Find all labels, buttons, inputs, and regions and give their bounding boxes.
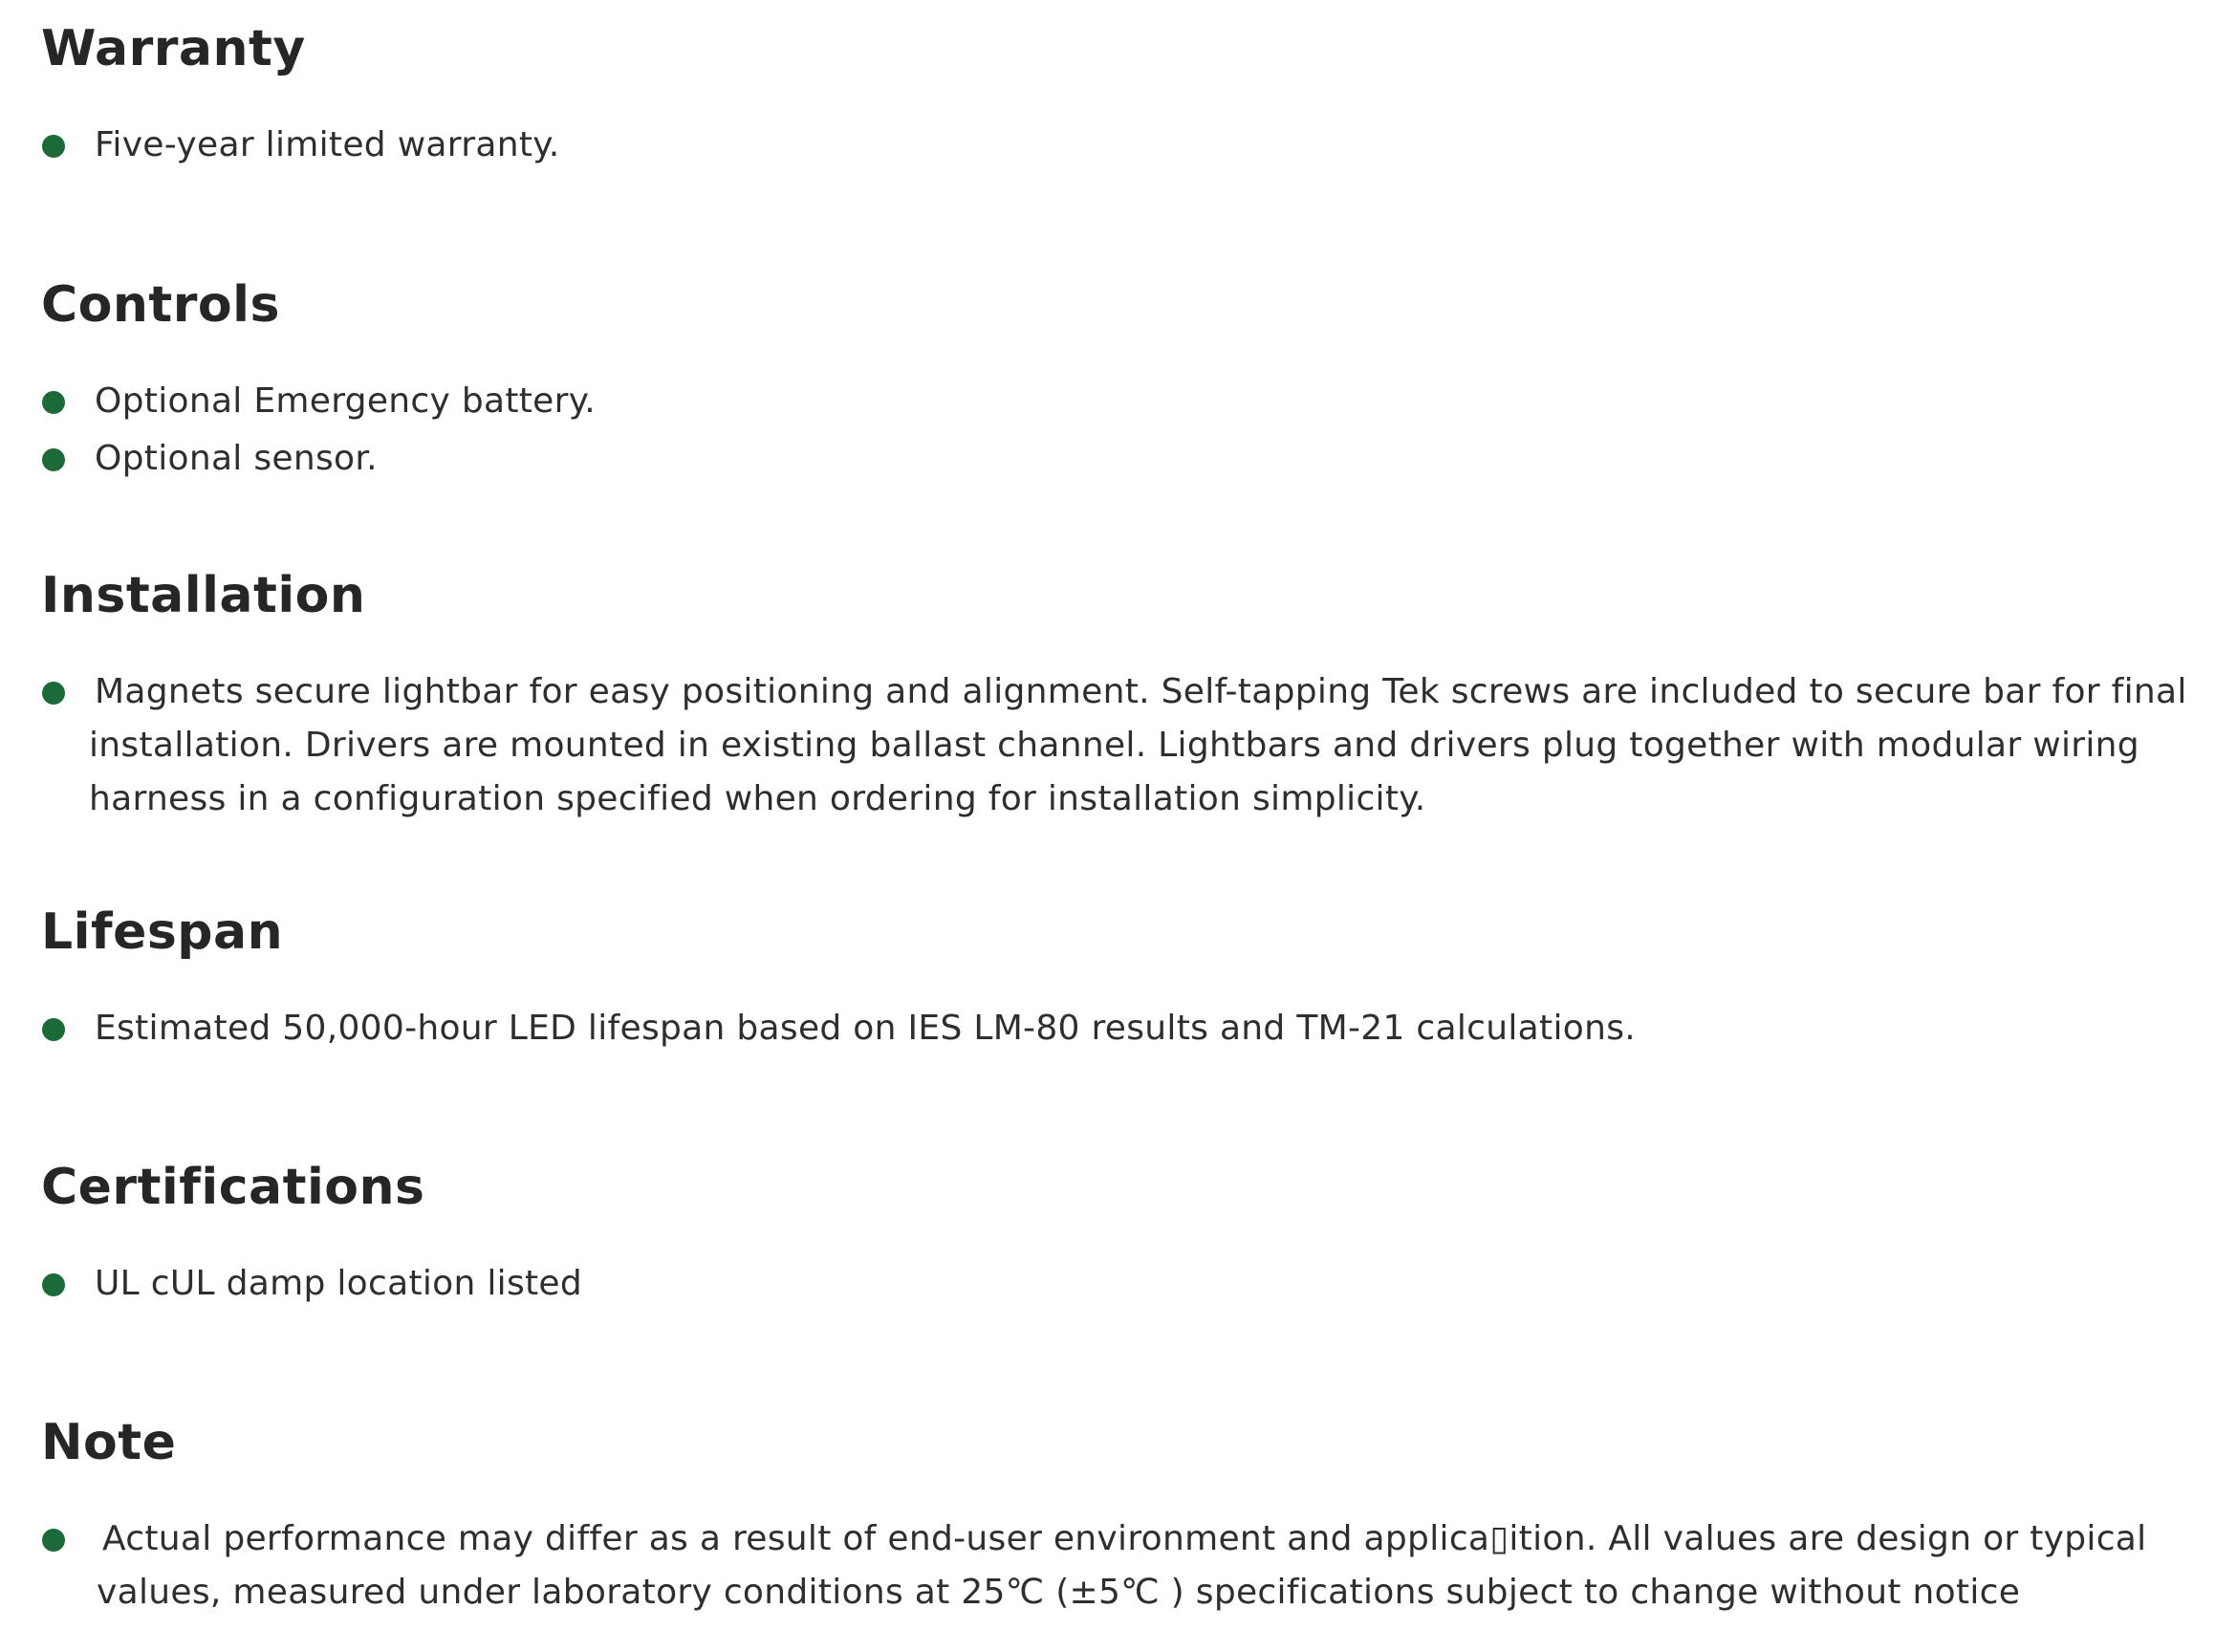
section-heading: Warranty [41,20,306,77]
list-item-text: Five-year limited warranty. [95,125,560,164]
section-lifespan [41,902,2192,1055]
list-item [41,1257,2192,1311]
bullet-list [41,1512,2192,1619]
section-controls [41,275,2192,486]
bullet-icon [42,448,65,471]
bullet-list [41,119,2192,172]
list-item-text: UL cUL damp location listed [95,1264,583,1303]
section-heading: Lifespan [41,903,284,961]
bullet-list [41,1002,2192,1055]
list-item [41,432,2192,486]
bullet-icon [42,1273,65,1296]
section-note [41,1413,2192,1619]
list-item [41,1002,2192,1055]
list-item-text: Magnets secure lightbar for easy positioning and alignment. Self-tapping Tek screws are included to secure bar for final installation. Drivers are mounted in existing ballast channel. Lightbars and drivers plug together with modular wiring harness in a configuration specified when ordering for installation simplicity. [89,672,2187,818]
bullet-icon [42,135,65,158]
list-item [41,375,2192,428]
bullet-list [41,665,2192,826]
section-heading: Note [41,1414,177,1471]
bullet-icon [42,1018,65,1041]
list-item [41,665,2215,826]
list-item-text: Estimated 50,000-hour LED lifespan based on IES LM-80 results and TM-21 calculations. [95,1009,1636,1048]
section-warranty [41,19,2192,172]
section-heading: Controls [41,276,280,334]
bullet-icon [42,1529,65,1552]
section-installation [41,566,2192,826]
bullet-icon [42,682,65,705]
list-item-text: Actual performance may differ as a result of end-user environment and applica▯ition. All values are design or typical values, measured under laboratory conditions at 25℃ (±5℃ ) specifications subject to change without notice [97,1519,2147,1612]
section-heading: Installation [41,567,366,624]
list-item [41,1512,2200,1619]
bullet-list [41,1257,2192,1311]
list-item-text: Optional sensor. [95,439,378,478]
section-heading: Certifications [41,1159,425,1216]
section-certifications [41,1158,2192,1311]
list-item-text: Optional Emergency battery. [95,381,596,421]
list-item [41,119,2192,172]
bullet-list [41,375,2192,486]
bullet-icon [42,391,65,414]
